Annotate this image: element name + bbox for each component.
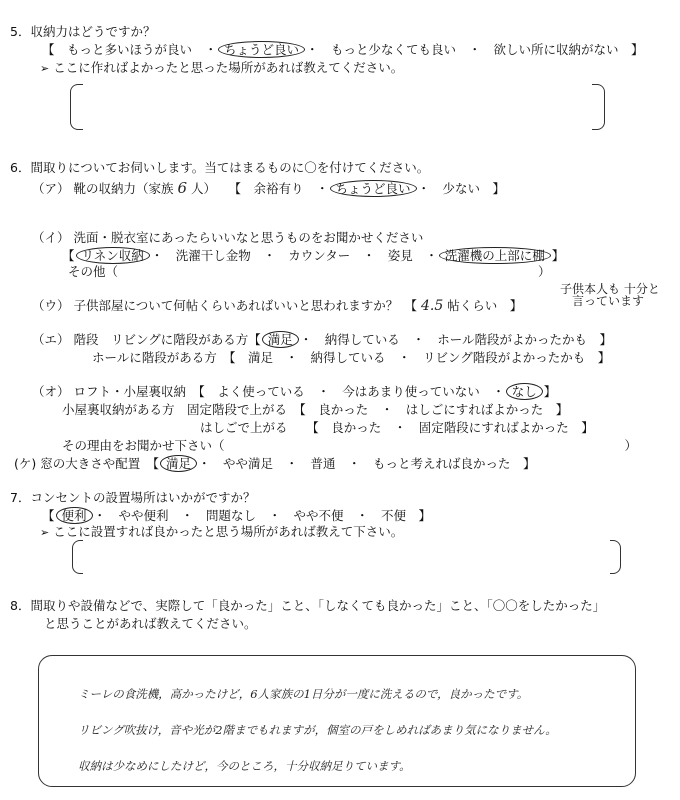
q5-option-rest: ・ もっと少なくても良い ・ 欲しい所に収納がない 】	[306, 42, 644, 57]
q5-answer-bracket-left	[70, 84, 83, 130]
q5-title: 5．収納力はどうですか？	[10, 24, 156, 39]
q8-handwritten-line2: リビング吹抜け，音や光が2階までもれますが，個室の戸をしめればあまり気になりません。	[78, 723, 557, 737]
q6-i-label: （イ）	[32, 230, 70, 245]
q6-u-note-line2: 言っています	[572, 294, 645, 308]
q6-e-rest: ・ 納得している ・ ホール階段がよかったかも 】	[299, 332, 613, 347]
q6-o-text: ロフト・小屋裏収納 【 よく使っている ・ 今はあまり使っていない ・	[73, 384, 505, 399]
q5-prompt-text: ここに作ればよかったと思った場所があれば教えてください。	[53, 60, 404, 75]
q6-title: 6．間取りについてお伺いします。当てはまるものに〇を付けてください。	[10, 160, 430, 175]
q6-a-row	[32, 180, 505, 197]
q6-o-reason-close: ）	[624, 438, 638, 453]
q6-e-row	[32, 332, 612, 348]
q8-title-line1: 8．間取りや設備などで、実際して「良かった」こと、「しなくても良かった」こと、「〇〇をしたかった」	[10, 598, 606, 613]
q6-k-row	[14, 456, 536, 472]
q6-a-unit: 人） 【 余裕有り ・	[191, 181, 329, 196]
q6-i-row	[32, 230, 423, 246]
q6-e-hall-row: ホールに階段がある方 【 満足 ・ 納得している ・ リビング階段がよかったかも 】	[92, 350, 611, 365]
q6-k-rest: ・ やや満足 ・ 普通 ・ もっと考えれば良かった 】	[198, 456, 536, 471]
q6-a-label: （ア）	[32, 181, 70, 196]
q6-o-close: 】	[543, 384, 557, 399]
q6-i-options	[62, 248, 564, 264]
q7-answer-bracket-left	[72, 540, 83, 574]
q7-answer-bracket-right	[610, 540, 621, 574]
q5-option-just-right-circled: ちょうど良い	[218, 41, 305, 58]
q6-a-text: 靴の収納力（家族	[73, 181, 174, 196]
q5-prompt	[40, 60, 403, 77]
q6-u-text: 子供部屋について何帖くらいあればいいと思われますか？ 【	[73, 298, 418, 313]
q6-u-answer: 4.5	[421, 298, 444, 314]
q7-prompt-text: ここに設置すれば良かったと思う場所があれば教えて下さい。	[53, 524, 404, 539]
q6-i-opts: ・ 洗濯干し金物 ・ カウンター ・ 姿見 ・	[150, 248, 438, 263]
q7-convenient-circled: 便利	[56, 507, 93, 524]
arrow-icon: ➢	[40, 526, 50, 539]
q6-i-other-close: ）	[538, 264, 551, 279]
q6-k-label: (ケ)	[14, 456, 37, 471]
q6-e-text: 階段 リビングに階段がある方【	[73, 332, 261, 347]
q6-i-bracket: 【	[62, 248, 75, 263]
q6-i-text: 洗面・脱衣室にあったらいいなと思うものをお聞かせください	[73, 230, 424, 245]
q5-answer-bracket-right	[592, 84, 605, 130]
q5-options	[42, 42, 644, 58]
q5-option-more: 【 もっと多いほうが良い ・	[42, 42, 218, 57]
q6-o-row	[32, 384, 556, 400]
q6-a-rest: ・ 少ない 】	[417, 181, 506, 196]
q7-prompt	[40, 524, 403, 541]
q6-i-other-label: その他（	[68, 264, 119, 279]
arrow-icon: ➢	[40, 62, 50, 75]
q6-u-unit: 帖くらい 】	[447, 298, 523, 313]
q6-i-close: 】	[551, 248, 565, 263]
q7-rest: ・ やや便利 ・ 問題なし ・ やや不便 ・ 不便 】	[93, 508, 432, 523]
q6-e-label: （エ）	[32, 332, 70, 347]
q6-k-text: 窓の大きさや配置 【	[40, 456, 160, 471]
q6-a-just-right-circled: ちょうど良い	[330, 180, 417, 197]
q6-e-satisfied-circled: 満足	[262, 331, 299, 348]
q6-o-reason-row	[62, 438, 637, 454]
q6-o-label: （オ）	[32, 384, 70, 399]
q6-o-reason-label: その理由をお聞かせ下さい（	[62, 438, 225, 453]
q7-open: 【	[42, 508, 55, 523]
q6-a-family-count: 6	[177, 179, 188, 197]
q8-handwritten-line3: 収納は少なめにしたけど，今のところ，十分収納足りています。	[78, 759, 411, 773]
q8-title-line2: と思うことがあれば教えてください。	[44, 616, 257, 631]
q6-o-ladder-row: はしごで上がる 【 良かった ・ 固定階段にすればよかった 】	[200, 420, 594, 435]
q6-u-label: （ウ）	[32, 298, 70, 313]
q7-options	[42, 508, 431, 524]
q6-i-linen-circled: リネン収納	[76, 247, 150, 264]
q6-i-other	[68, 264, 551, 280]
q6-k-satisfied-circled: 満足	[160, 455, 197, 472]
q6-o-attic-row: 小屋裏収納がある方 固定階段で上がる 【 良かった ・ はしごにすればよかった 】	[62, 402, 569, 417]
q6-i-shelf-circled: 洗濯機の上部に棚	[439, 247, 551, 264]
q6-u-note-line1: 子供本人も 十分と	[560, 282, 660, 296]
q6-u-row	[32, 298, 522, 314]
q8-handwritten-line1: ミーレの食洗機，高かったけど，6人家族の1日分が一度に洗えるので，良かったです。	[78, 687, 529, 701]
q7-title: 7．コンセントの設置場所はいかがですか？	[10, 490, 256, 505]
q6-o-none-circled: なし	[506, 383, 543, 400]
